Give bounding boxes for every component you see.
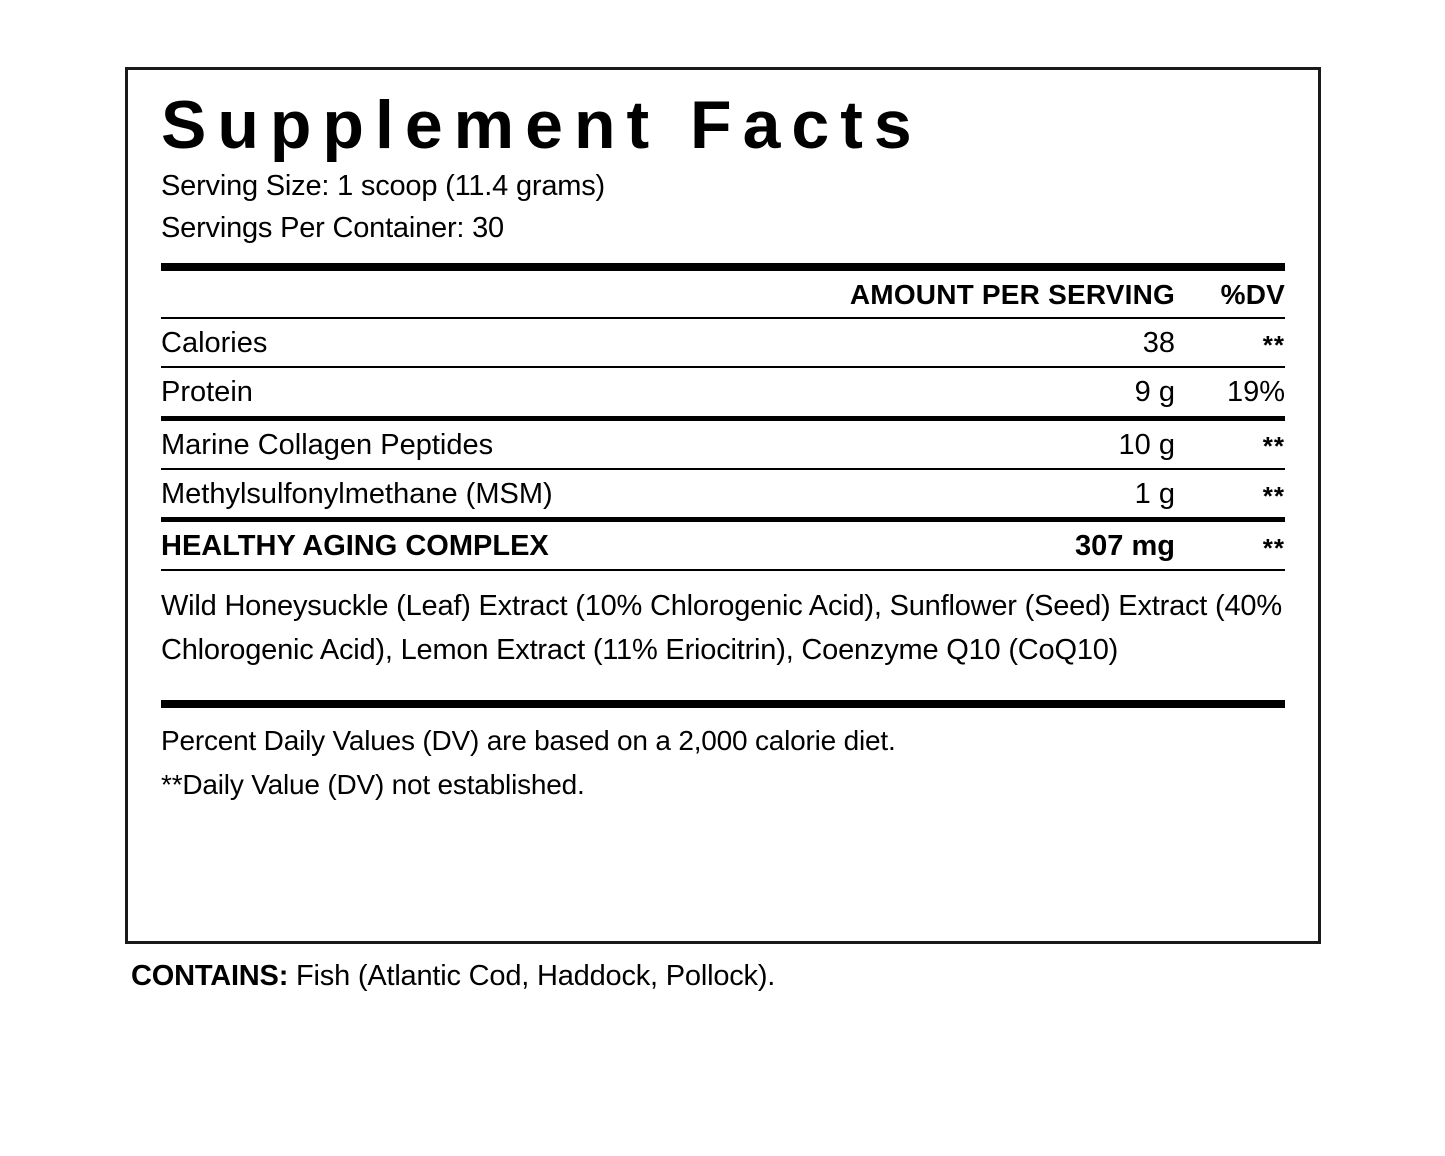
contains-text: Fish (Atlantic Cod, Haddock, Pollock).	[296, 960, 776, 992]
row-amount-marine-collagen-peptides: 10 g	[715, 418, 1175, 469]
blend-ingredients-text: Wild Honeysuckle (Leaf) Extract (10% Chlorogenic Acid), Sunflower (Seed) Extract (40% Chlorogenic Acid), Lemon Extract (11% Eriocitrin), Coenzyme Q10 (CoQ10)	[161, 590, 1282, 666]
row-amount-healthy-aging-complex: 307 mg	[715, 520, 1175, 571]
row-name-calories: Calories	[161, 318, 715, 367]
supplement-facts-panel	[125, 67, 1321, 944]
table-row	[161, 318, 1285, 367]
table-row	[161, 469, 1285, 520]
row-name-msm: Methylsulfonylmethane (MSM)	[161, 469, 715, 520]
row-dv-healthy-aging-complex: **	[1175, 520, 1285, 571]
table-header-row	[161, 271, 1285, 318]
row-name-marine-collagen-peptides: Marine Collagen Peptides	[161, 418, 715, 469]
header-amount-per-serving: AMOUNT PER SERVING	[715, 271, 1175, 318]
serving-size-text: Serving Size: 1 scoop (11.4 grams)	[161, 170, 605, 203]
row-dv-protein: 19%	[1175, 367, 1285, 418]
contains-statement	[131, 960, 775, 993]
supplement-facts-content	[161, 86, 1285, 806]
table-row	[161, 367, 1285, 418]
row-amount-msm: 1 g	[715, 469, 1175, 520]
table-row	[161, 418, 1285, 469]
contains-label: CONTAINS:	[131, 960, 289, 992]
footnote-dv-not-established: **Daily Value (DV) not established.	[161, 769, 585, 801]
row-dv-calories: **	[1175, 318, 1285, 367]
row-amount-protein: 9 g	[715, 367, 1175, 418]
header-blank	[161, 271, 715, 318]
divider-top	[161, 263, 1285, 271]
page-title: Supplement Facts	[161, 87, 923, 163]
table-row	[161, 520, 1285, 571]
divider-bottom	[161, 700, 1285, 708]
servings-per-container-text: Servings Per Container: 30	[161, 211, 504, 244]
row-name-healthy-aging-complex: HEALTHY AGING COMPLEX	[161, 520, 715, 571]
row-dv-marine-collagen-peptides: **	[1175, 418, 1285, 469]
header-dv: %DV	[1175, 271, 1285, 318]
row-amount-calories: 38	[715, 318, 1175, 367]
nutrition-table	[161, 271, 1285, 571]
footnote-daily-values: Percent Daily Values (DV) are based on a 2,000 calorie diet.	[161, 725, 896, 757]
row-dv-msm: **	[1175, 469, 1285, 520]
row-name-protein: Protein	[161, 367, 715, 418]
